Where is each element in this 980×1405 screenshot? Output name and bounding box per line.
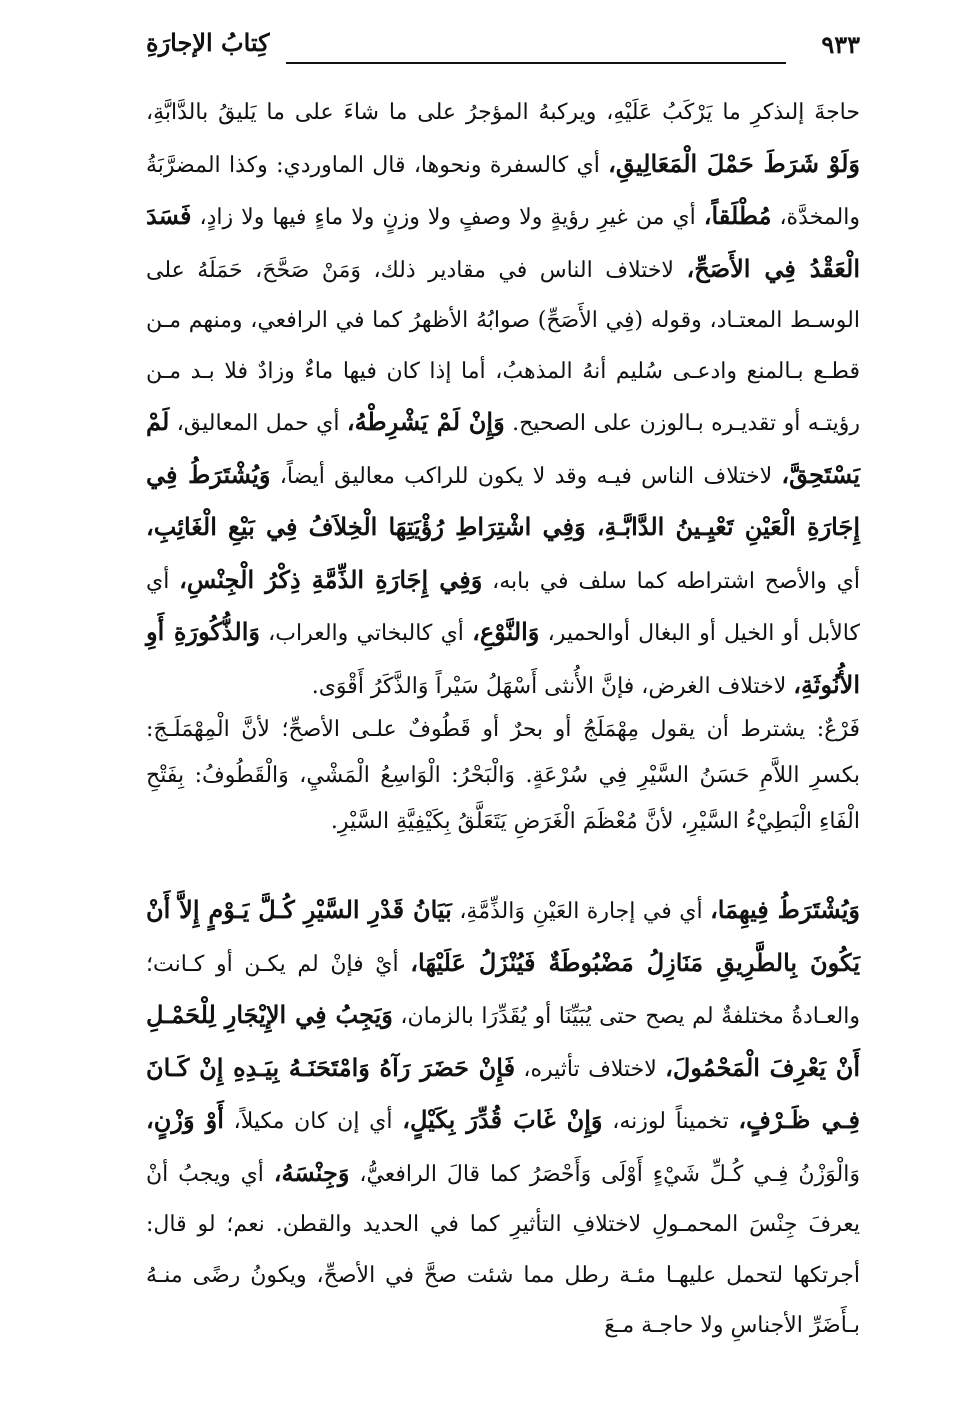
matn-segment: لَمْ يَسْتَحِقَّ، <box>146 407 860 489</box>
page-header <box>146 22 860 68</box>
matn-segment: وَيُشْتَرَطُ فِيهِمَا، <box>710 895 860 924</box>
header-rule <box>286 62 786 64</box>
matn-segment: وَجِنْسَهُ، <box>273 1157 350 1187</box>
text-segment: لاختلاف الناس فيـه وقد لا يكون للراكب معاليق أيضاً، <box>270 463 782 489</box>
text-segment: وَالْوَزْنُ فِـي كُـلِّ شَيْءٍ أَوْلَى وَأَحْصَرُ كما قالَ الرافعيُّ، <box>349 1161 860 1187</box>
text-segment: أي ويجبُ أنْ يعرفَ جِنْسَ المحمـولِ لاختلافِ التأثيرِ كما في الحديد والقطن. نعم؛ لو قال: أجرتكها لتحمل عليهـا مئـة رطل مما شئت صحَّ في الأصحِّ، ويكونُ رضًى منـهُ بـأَضَرِّ الأجناسِ ولا حاجـة مـعَ <box>146 1161 860 1338</box>
matn-segment: وَإِنْ لَمْ يَشْرِطْهُ، <box>346 407 505 436</box>
text-segment: لاختلاف تأثيره، <box>515 1056 666 1082</box>
matn-segment: وَالذُّكُورَةِ أَوِ الأُنُوثَةِ، <box>146 617 860 699</box>
text-segment: فَرْعٌ: يشترط أن يقول مِهْمَلَجُ أو بحرٌ أو قَطُوفٌ علـى الأصحِّ؛ لأنَّ الْمِهْمَلَـجَ: بكسرِ اللاَّمِ حَسَنُ السَّيْرِ فِي سُرْعَةٍ. وَالْبَحْرُ: الْوَاسِعُ الْمَشْيِ، وَالْقَطُوفُ: بِفَتْحِ الْفَاءِ الْبَطِيْءُ السَّيْرِ، لأنَّ مُعْظَمَ الْغَرَضِ يَتَعَلَّقُ بِكَيْفِيَّةِ السَّيْرِ. <box>146 717 860 834</box>
matn-segment: وَيُشْتَرَطُ فِي إِجَارَةِ الْعَيْنِ تَعْيِـينُ الدَّابَّـةِ، وَفِي اشْتِرَاطِ رُؤْيَتِهَا الْخِلاَفُ فِي بَيْعِ الْغَائِبِ، <box>146 459 861 541</box>
matn-segment: بَيَانُ قَدْرِ السَّيْرِ كُـلَّ يَـوْمٍ إِلاَّ أَنْ يَكُونَ بِالطَّرِيقِ مَنَازِلُ مَضْبُوطَةٌ فَيُنْزَلُ عَلَيْهَا، <box>146 895 860 977</box>
text-segment: أي إن كان مكيلاً، <box>223 1109 403 1134</box>
text-segment: أي كالبخاتي والعراب، <box>259 621 473 646</box>
text-segment: حاجةَ إلىذكرِ ما يَرْكَبُ عَلَيْهِ، ويركبهُ المؤجرُ على ما شاءَ على ما يَليقُ بالدَّابَّةِ، <box>146 100 860 125</box>
text-segment: أي في إجارة العَيْنِ وَالذِّمَّةِ، <box>451 899 711 924</box>
text-segment: أي من غيرِ رؤيةٍ ولا وصفٍ ولا وزنٍ ولا ماءٍ فيها ولا زادٍ، <box>191 205 704 230</box>
matn-segment: وَيَجِبُ فِي الإِيْجَارِ لِلْحَمْـلِ أَنْ يَعْرِفَ الْمَحْمُولَ، <box>146 1000 860 1082</box>
text-segment: أي كالأبل أو الخيل أو البغال أوالحمير، <box>146 568 860 646</box>
text-segment: تخميناً لوزنه، <box>602 1109 739 1134</box>
text-segment: أي كالسفرة ونحوها، قال الماوردي: وكذا المضرَّبَةُ والمخدَّة، <box>146 152 860 230</box>
matn-segment: وَلَوْ شَرَطَ حَمْلَ الْمَعَالِيقِ، <box>608 148 860 178</box>
paragraph-1 <box>146 88 860 712</box>
matn-segment: فَسَدَ الْعَقْدُ فِي الأَصَحِّ، <box>146 201 860 283</box>
text-segment: أي حمل المعاليق، <box>169 411 347 436</box>
text-segment: لاختلاف الناس في مقادير ذلك، وَمَنْ صَحَّحَ، حَمَلَهُ على الوسـط المعتـاد، وقوله (فِي الأَصَحِّ) صوابُهُ الأظهرُ كما في الرافعي، ومنهم مـن قطـع بـالمنع وادعـى سُليم أنهُ المذهبُ، أما إذا كان فيها ماءٌ وزادٌ فلا بـد مـن رؤيتـه أو تقديـره بـالوزن على الصحيح. <box>146 257 860 436</box>
running-title: كِتابُ الإجارَةِ <box>146 28 270 57</box>
matn-segment: مُطْلَقاً، <box>703 201 772 230</box>
matn-segment: وَإِنْ غَابَ قُدِّرَ بِكَيْلٍ، <box>402 1105 603 1134</box>
paragraph-3 <box>146 885 860 1352</box>
text-segment: أيْ فإنْ لم يكـن أو كـانت؛ والعـادةُ مختلفةٌ لم يصح حتى يُبَيِّنَا أو يُقَدِّرَا بالزمان، <box>146 951 860 1029</box>
text-segment: لاختلاف الغرض، فإنَّ الأُنثى أَسْهَلُ سَيْراً وَالذَّكَرُ أَقْوَى. <box>311 673 794 699</box>
matn-segment: وَالنَّوْعِ، <box>472 617 540 646</box>
matn-segment: أَوْ وَزْنٍ، <box>146 1105 224 1134</box>
page-number: ٩٣٣ <box>821 30 860 59</box>
paragraph-2 <box>146 707 860 845</box>
text-segment: أي والأصح اشتراطه كما سلف في بابه، <box>482 568 861 594</box>
matn-segment: فَإِنْ حَضَرَ رَآهُ وَامْتَحَنَـهُ بِيَـدِهِ إِنْ كَـانَ فِـي ظَـرْفٍ، <box>146 1052 860 1134</box>
matn-segment: وَفِي إِجَارَةِ الذِّمَّةِ ذِكْرُ الْجِنْسِ، <box>179 564 483 594</box>
